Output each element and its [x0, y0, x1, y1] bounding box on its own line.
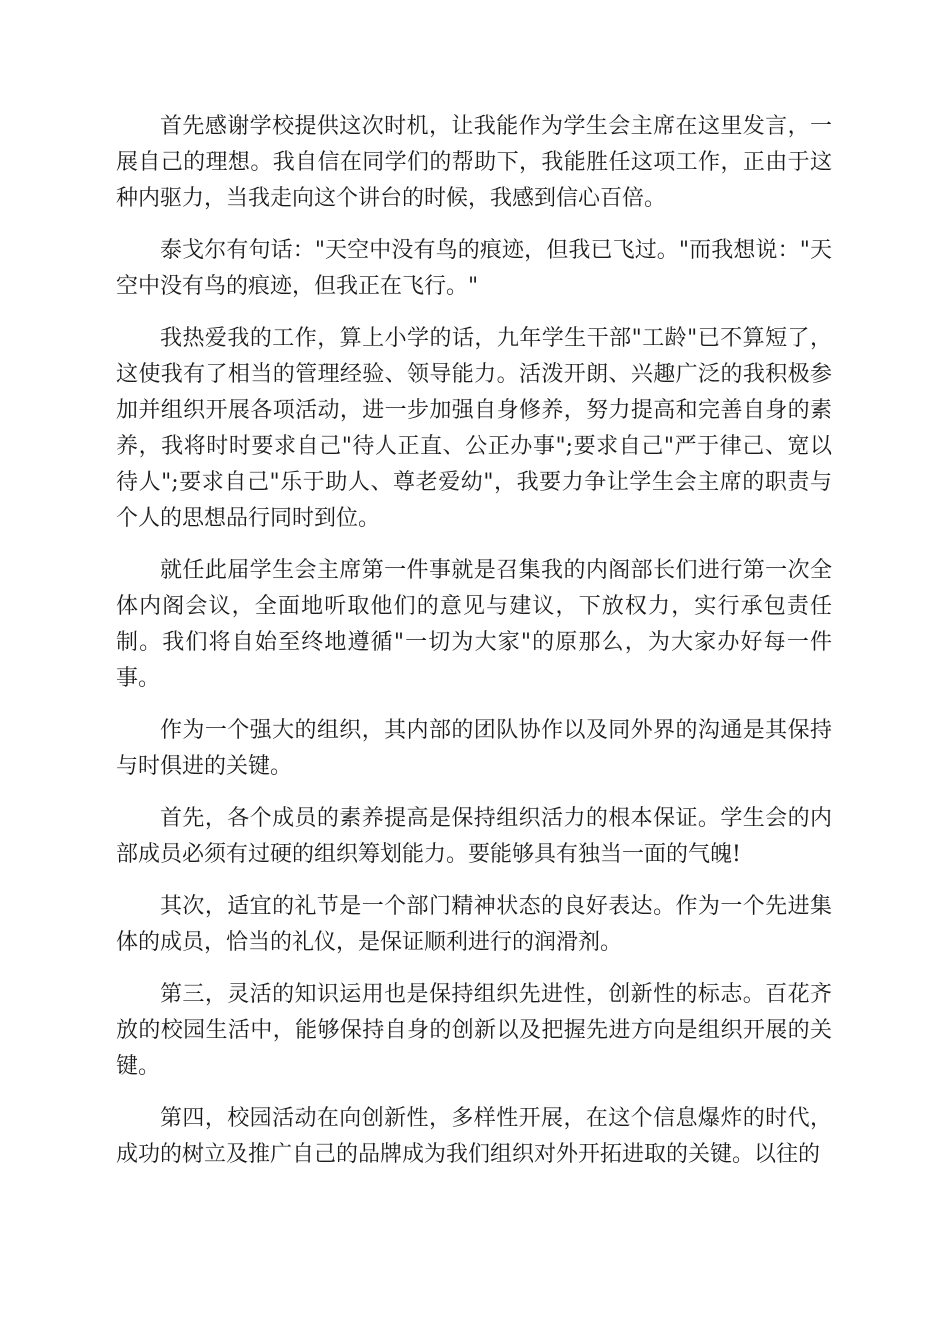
paragraph-8: 第三，灵活的知识运用也是保持组织先进性，创新性的标志。百花齐放的校园生活中，能够保持自身的创新以及把握先进方向是组织开展的关键。 — [116, 982, 832, 1079]
paragraph-5: 作为一个强大的组织，其内部的团队协作以及同外界的沟通是其保持与时俱进的关键。 — [116, 718, 832, 779]
paragraph-2: 泰戈尔有句话："天空中没有鸟的痕迹，但我已飞过。"而我想说："天空中没有鸟的痕迹，但我正在飞行。" — [116, 238, 832, 299]
paragraph-6: 首先，各个成员的素养提高是保持组织活力的根本保证。学生会的内部成员必须有过硬的组织筹划能力。要能够具有独当一面的气魄! — [116, 806, 832, 867]
paragraph-4: 就任此届学生会主席第一件事就是召集我的内阁部长们进行第一次全体内阁会议，全面地听取他们的意见与建议，下放权力，实行承包责任制。我们将自始至终地遵循"一切为大家"的原那么，为大家办好每一件事。 — [116, 558, 832, 691]
paragraph-7: 其次，适宜的礼节是一个部门精神状态的良好表达。作为一个先进集体的成员，恰当的礼仪，是保证顺利进行的润滑剂。 — [116, 894, 832, 955]
paragraph-1: 首先感谢学校提供这次时机，让我能作为学生会主席在这里发言，一展自己的理想。我自信在同学们的帮助下，我能胜任这项工作，正由于这种内驱力，当我走向这个讲台的时候，我感到信心百倍。 — [116, 114, 832, 211]
paragraph-3: 我热爱我的工作，算上小学的话，九年学生干部"工龄"已不算短了，这使我有了相当的管理经验、领导能力。活泼开朗、兴趣广泛的我积极参加并组织开展各项活动，进一步加强自身修养，努力提高和完善自身的素养，我将时时要求自己"待人正直、公正办事";要求自己"严于律己、宽以待人";要求自己"乐于助人、尊老爱幼"，我要力争让学生会主席的职责与个人的思想品行同时到位。 — [116, 326, 832, 531]
document-body — [116, 109, 832, 1189]
paragraph-9: 第四，校园活动在向创新性，多样性开展，在这个信息爆炸的时代，成功的树立及推广自己的品牌成为我们组织对外开拓进取的关键。以往的 — [116, 1106, 832, 1167]
